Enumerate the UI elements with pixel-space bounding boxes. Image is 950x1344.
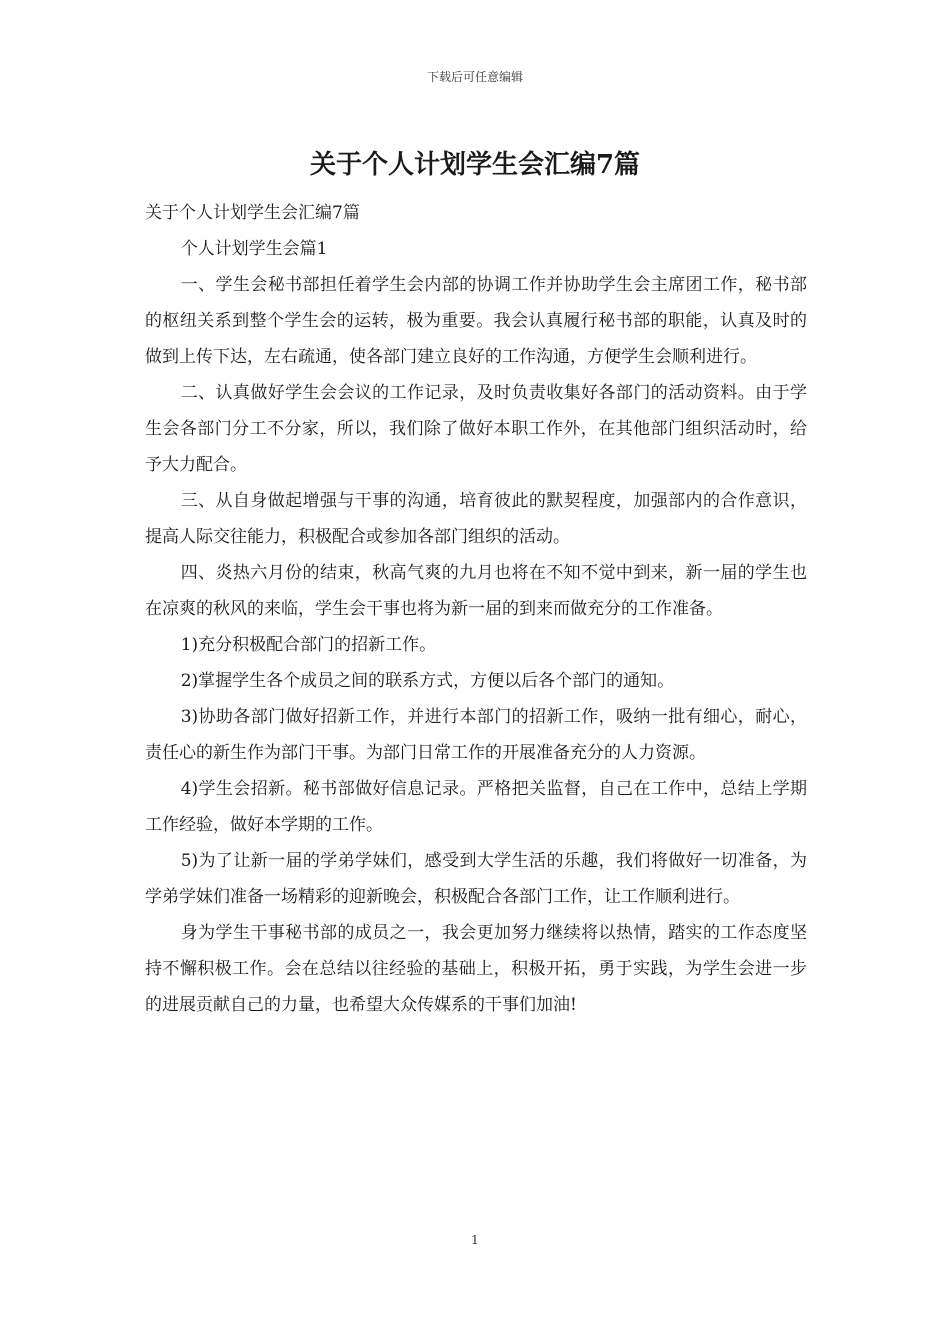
paragraph: 一、学生会秘书部担任着学生会内部的协调工作并协助学生会主席团工作，秘书部的枢纽关系到整个学生会的运转，极为重要。我会认真履行秘书部的职能，认真及时的做到上传下达，左右疏通，使各部门建立良好的工作沟通，方便学生会顺利进行。: [145, 275, 807, 367]
paragraph: 身为学生干事秘书部的成员之一，我会更加努力继续将以热情，踏实的工作态度坚持不懈积极工作。会在总结以往经验的基础上，积极开拓，勇于实践，为学生会进一步的进展贡献自己的力量，也希望大众传媒系的干事们加油!: [145, 923, 807, 1015]
page-number: 1: [471, 1233, 479, 1247]
paragraph: 四、炎热六月份的结束，秋高气爽的九月也将在不知不觉中到来，新一届的学生也在凉爽的秋风的来临，学生会干事也将为新一届的到来而做充分的工作准备。: [145, 563, 807, 619]
list-item: 3)协助各部门做好招新工作，并进行本部门的招新工作，吸纳一批有细心，耐心，责任心的新生作为部门干事。为部门日常工作的开展准备充分的人力资源。: [145, 707, 807, 763]
list-item: 4)学生会招新。秘书部做好信息记录。严格把关监督，自己在工作中，总结上学期工作经验，做好本学期的工作。: [145, 779, 807, 835]
paragraph: 三、从自身做起增强与干事的沟通，培育彼此的默契程度，加强部内的合作意识，提高人际交往能力，积极配合或参加各部门组织的活动。: [145, 491, 807, 547]
list-item: 2)掌握学生各个成员之间的联系方式，方便以后各个部门的通知。: [180, 671, 675, 691]
page-title: 关于个人计划学生会汇编7篇: [309, 150, 641, 180]
list-item: 5)为了让新一届的学弟学妹们，感受到大学生活的乐趣，我们将做好一切准备，为学弟学妹们准备一场精彩的迎新晚会，积极配合各部门工作，让工作顺利进行。: [145, 851, 807, 907]
document-body: [145, 195, 807, 1023]
document-subtitle: 关于个人计划学生会汇编7篇: [145, 203, 360, 223]
section-heading: 个人计划学生会篇1: [180, 239, 328, 259]
paragraph: 二、认真做好学生会会议的工作记录，及时负责收集好各部门的活动资料。由于学生会各部门分工不分家，所以，我们除了做好本职工作外，在其他部门组织活动时，给予大力配合。: [145, 383, 807, 475]
list-item: 1)充分积极配合部门的招新工作。: [180, 635, 437, 655]
header-note: 下载后可任意编辑: [426, 70, 523, 84]
